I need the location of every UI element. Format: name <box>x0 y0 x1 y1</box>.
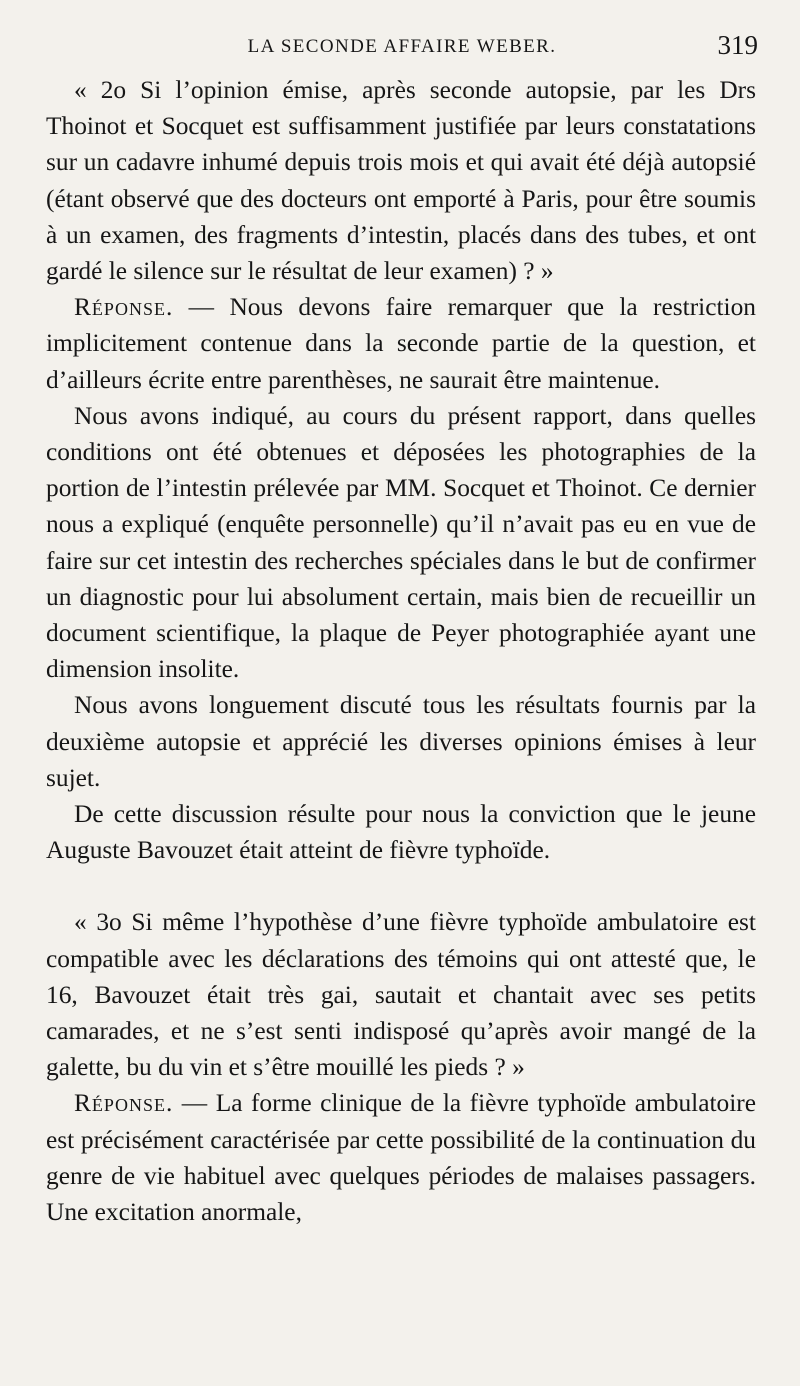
response-label: Réponse. <box>74 1089 174 1118</box>
paragraph-text: « 3o Si même l’hypothèse d’une fièvre typhoïde ambulatoire est compatible avec les déclarations des témoins qui ont attesté que, le 16, Bavouzet était très gai, sautait et chantait avec ses petits camarades, et ne s’est senti indisposé qu’après avoir mangé de la galette, bu du vin et s’être mouillé les pieds ? » <box>46 908 756 1082</box>
paragraph-response-2 <box>46 289 756 398</box>
paragraph-discussion <box>46 687 756 796</box>
paragraph-response-3 <box>46 1085 756 1230</box>
paragraph-text: Nous avons longuement discuté tous les résultats fournis par la deuxième autopsie et apprécié les diverses opinions émises à leur sujet. <box>46 691 756 792</box>
body-text <box>46 72 756 1230</box>
paragraph-text: — Nous devons faire remarquer que la restriction implicitement contenue dans la seconde partie de la question, et d’ailleurs écrite entre parenthèses, ne saurait être maintenue. <box>46 293 756 394</box>
paragraph-question-3 <box>46 904 756 1085</box>
paragraph-text: Nous avons indiqué, au cours du présent rapport, dans quelles conditions ont été obtenues et déposées les photographies de la portion de l’intestin prélevée par MM. Socquet et Thoinot. Ce dernier nous a expliqué (enquête personnelle) qu’il n’avait pas eu en vue de faire sur cet intestin des recherches spéciales dans le but de confirmer un diagnostic pour lui absolument certain, mais bien de recueillir un document scientifique, la plaque de Peyer photographiée ayant une dimension insolite. <box>46 401 756 684</box>
running-title: LA SECONDE AFFAIRE WEBER. <box>247 36 557 57</box>
paragraph-text: — La forme clinique de la fièvre typhoïde ambulatoire est précisément caractérisée par cette possibilité de la continuation du genre de vie habituel avec quelques périodes de malaises passagers. Une excitation anormale, <box>46 1089 756 1227</box>
response-label: Réponse. <box>74 293 174 322</box>
page-number: 319 <box>717 30 758 60</box>
paragraph-conviction <box>46 796 756 868</box>
paragraph-text: De cette discussion résulte pour nous la conviction que le jeune Auguste Bavouzet était atteint de fièvre typhoïde. <box>46 800 756 865</box>
running-head <box>46 30 758 66</box>
paragraph-question-2 <box>46 72 756 289</box>
paragraph-text: « 2o Si l’opinion émise, après seconde autopsie, par les Drs Thoinot et Socquet est suffisamment justifiée par leurs constatations sur un cadavre inhumé depuis trois mois et qui avait été déjà autopsié (étant observé que des docteurs ont emporté à Paris, pour être soumis à un examen, des fragments d’intestin, placés dans des tubes, et ont gardé le silence sur le résultat de leur examen) ? » <box>46 76 756 286</box>
paragraph-photographs <box>46 398 756 688</box>
